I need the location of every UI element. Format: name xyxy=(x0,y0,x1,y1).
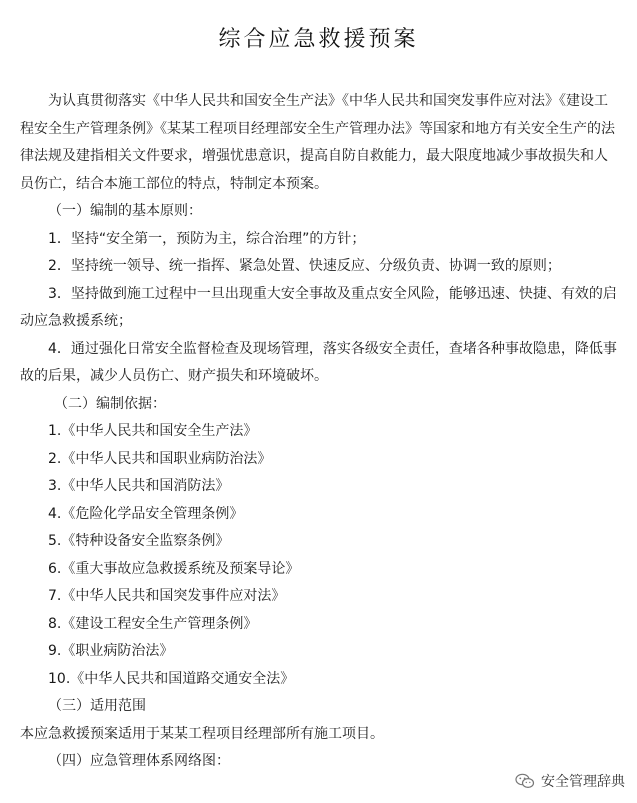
basis-item-2: 2.《中华人民共和国职业病防治法》 xyxy=(48,450,272,467)
watermark-text: 安全管理辞典 xyxy=(541,774,625,790)
basis-item-9: 9.《职业病防治法》 xyxy=(48,643,174,659)
principle-item-3: 3．坚持做到施工过程中一旦出现重大安全事故及重点安全风险，能够迅速、快捷、有效的启动应急救援系统； xyxy=(20,285,617,329)
wechat-icon xyxy=(515,773,535,789)
basis-item-3: 3.《中华人民共和国消防法》 xyxy=(48,478,230,494)
section-4-heading: （四）应急管理体系网络图： xyxy=(48,753,230,769)
basis-item-10: 10.《中华人民共和国道路交通安全法》 xyxy=(48,670,295,687)
section-1-heading: （一）编制的基本原则： xyxy=(48,203,202,219)
basis-item-6: 6.《重大事故应急救援系统及预案导论》 xyxy=(48,560,300,577)
section-2-heading: （二）编制依据： xyxy=(54,395,166,412)
document-body xyxy=(20,88,617,776)
section-3-heading: （三）适用范围 xyxy=(48,698,146,714)
watermark xyxy=(515,771,625,791)
basis-item-5: 5.《特种设备安全监察条例》 xyxy=(48,533,230,549)
principle-item-2: 2．坚持统一领导、统一指挥、紧急处置、快速反应、分级负责、协调一致的原则； xyxy=(48,258,561,274)
basis-item-1: 1.《中华人民共和国安全生产法》 xyxy=(48,423,258,439)
basis-item-7: 7.《中华人民共和国突发事件应对法》 xyxy=(48,588,286,604)
scope-text: 本应急救援预案适用于某某工程项目经理部所有施工项目。 xyxy=(20,725,384,742)
intro-paragraph: 为认真贯彻落实《中华人民共和国安全生产法》《中华人民共和国突发事件应对法》《建设工程安全生产管理条例》《某某工程项目经理部安全生产管理办法》等国家和地方有关安全生产的法律法规及建指相关文件要求，增强忧患意识，提高自防自救能力，最大限度地减少事故损失和人员伤亡，结合本施工部位的特点，特制定本预案。 xyxy=(20,93,615,192)
basis-item-8: 8.《建设工程安全生产管理条例》 xyxy=(48,615,258,632)
principle-item-1: 1．坚持“安全第一，预防为主，综合治理”的方针； xyxy=(48,230,366,247)
principle-item-4: 4．通过强化日常安全监督检查及现场管理，落实各级安全责任，查堵各种事故隐患，降低事故的后果，减少人员伤亡、财产损失和环境破坏。 xyxy=(20,340,617,384)
page-title: 综合应急救援预案 xyxy=(218,27,419,52)
basis-item-4: 4.《危险化学品安全管理条例》 xyxy=(48,505,244,522)
